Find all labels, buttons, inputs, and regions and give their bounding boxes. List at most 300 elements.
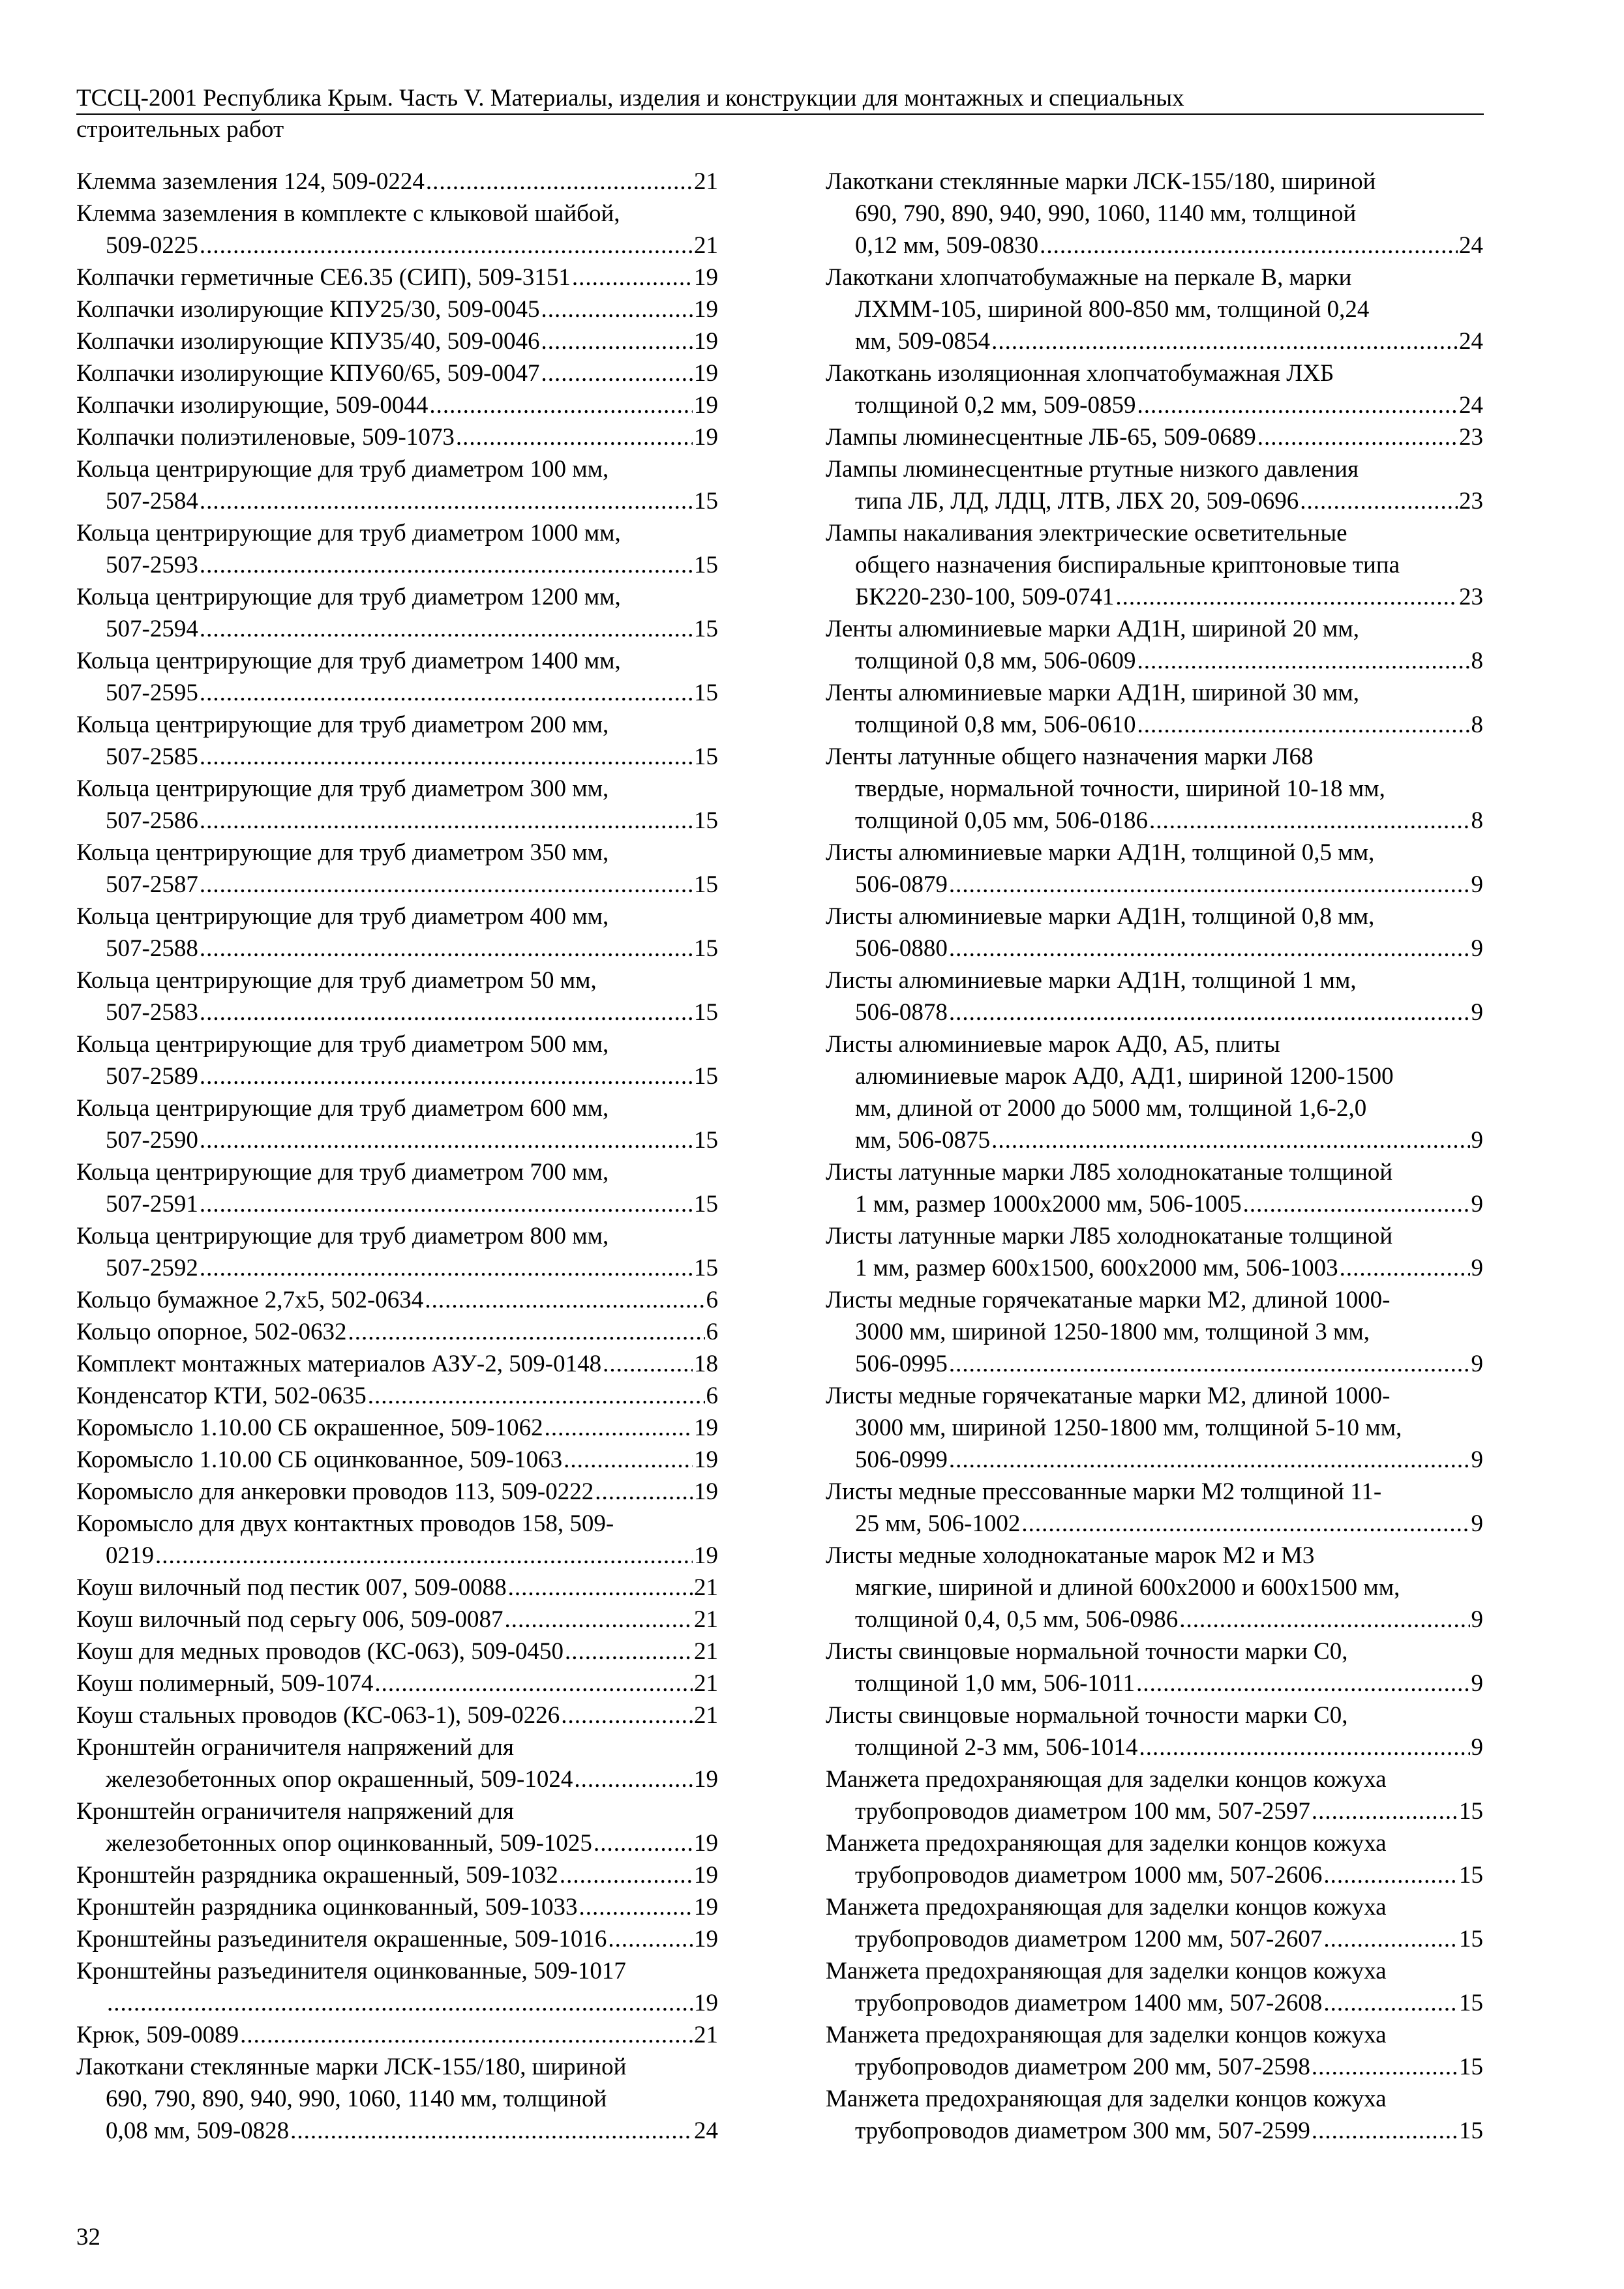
index-entry: [76, 1156, 718, 1220]
dot-leader: [1340, 1252, 1470, 1284]
index-entry: [826, 453, 1483, 517]
index-entry: [76, 1795, 718, 1859]
entry-text: Крюк, 509-0089: [76, 2022, 239, 2048]
dot-leader: [949, 996, 1470, 1028]
index-entry: [76, 1636, 718, 1668]
entry-text: 507-2591: [106, 1191, 198, 1218]
index-entry: [826, 517, 1483, 613]
entry-text: Коромысло 1.10.00 СБ оцинкованное, 509-1063: [76, 1446, 563, 1473]
entry-page-number: 19: [694, 1926, 718, 1952]
dot-leader: [1115, 581, 1458, 613]
entry-text: Кольцо бумажное 2,7х5, 502-0634: [76, 1287, 424, 1313]
entry-text: Кольца центрирующие для труб диаметром 500 мм,: [76, 1031, 609, 1058]
entry-text: Колпачки изолирующие КПУ60/65, 509-0047: [76, 360, 540, 387]
entry-page-number: 15: [694, 935, 718, 962]
index-entry: [76, 517, 718, 581]
entry-text: железобетонных опор оцинкованный, 509-1025: [106, 1830, 592, 1857]
entry-text: 690, 790, 890, 940, 990, 1060, 1140 мм, толщиной: [855, 200, 1357, 227]
entry-text: 507-2586: [106, 807, 198, 834]
dot-leader: [1323, 1923, 1458, 1955]
entry-page-number: 9: [1471, 999, 1483, 1026]
dot-leader: [1139, 1731, 1470, 1763]
dot-leader: [1323, 1859, 1458, 1891]
index-entry: [76, 325, 718, 357]
entry-page-number: 9: [1471, 1127, 1483, 1154]
entry-page-number: 15: [1459, 1990, 1483, 2016]
index-column-right: [826, 166, 1483, 2147]
entry-page-number: 9: [1471, 935, 1483, 962]
dot-leader: [425, 1284, 704, 1316]
entry-text: толщиной 0,8 мм, 506-0610: [855, 711, 1136, 738]
entry-text: толщиной 1,0 мм, 506-1011: [855, 1670, 1135, 1697]
entry-page-number: 9: [1471, 1510, 1483, 1537]
dot-leader: [155, 1540, 693, 1572]
entry-text: трубопроводов диаметром 100 мм, 507-2597: [855, 1798, 1310, 1825]
entry-text: Лампы люминесцентные ЛБ-65, 509-0689: [826, 424, 1256, 451]
entry-text: мягкие, шириной и длиной 600х2000 и 600х1500 мм,: [855, 1574, 1400, 1601]
index-entry: [76, 1412, 718, 1444]
entry-page-number: 19: [694, 1894, 718, 1921]
index-entry: [76, 709, 718, 773]
dot-leader: [564, 1444, 693, 1476]
page-number: 32: [76, 2224, 100, 2251]
entry-page-number: 9: [1471, 1606, 1483, 1633]
index-entry: [826, 1955, 1483, 2019]
entry-text: Лампы накаливания электрические осветительные: [826, 520, 1347, 546]
entry-page-number: 24: [1459, 328, 1483, 355]
entry-text: 3000 мм, шириной 1250-1800 мм, толщиной 5-10 мм,: [855, 1414, 1402, 1441]
entry-text: мм, 506-0875: [855, 1127, 991, 1154]
entry-text: 0219: [106, 1542, 154, 1569]
dot-leader: [541, 325, 693, 357]
entry-text: БК220-230-100, 509-0741: [855, 584, 1115, 610]
entry-text: 506-0999: [855, 1446, 948, 1473]
dot-leader: [595, 1476, 693, 1508]
entry-page-number: 21: [694, 1574, 718, 1601]
dot-leader: [1040, 230, 1458, 262]
entry-text: ЛХММ-105, шириной 800-850 мм, толщиной 0,24: [855, 296, 1370, 323]
entry-text: Листы алюминиевые марок АД0, А5, плиты: [826, 1031, 1280, 1058]
entry-page-number: 9: [1471, 1351, 1483, 1377]
entry-page-number: 23: [1459, 488, 1483, 515]
dot-leader: [1257, 421, 1458, 453]
dot-leader: [594, 1827, 693, 1859]
entry-text: трубопроводов диаметром 1000 мм, 507-2606: [855, 1862, 1323, 1889]
entry-text: мм, 509-0854: [855, 328, 991, 355]
entry-text: Коуш для медных проводов (КС-063), 509-0450: [76, 1638, 564, 1665]
entry-text: 507-2588: [106, 935, 198, 962]
entry-page-number: 21: [694, 232, 718, 259]
entry-page-number: 19: [694, 264, 718, 291]
entry-text: Колпачки изолирующие КПУ25/30, 509-0045: [76, 296, 540, 323]
entry-text: 507-2589: [106, 1063, 198, 1090]
entry-text: Кольца центрирующие для труб диаметром 600 мм,: [76, 1095, 609, 1122]
entry-page-number: 19: [694, 1766, 718, 1793]
entry-text: Ленты алюминиевые марки АД1Н, шириной 20 мм,: [826, 616, 1360, 642]
entry-page-number: 15: [694, 1255, 718, 1281]
dot-leader: [505, 1604, 693, 1636]
index-entry: [76, 166, 718, 198]
entry-text: Листы латунные марки Л85 холоднокатаные толщиной: [826, 1223, 1393, 1249]
entry-page-number: 8: [1471, 711, 1483, 738]
index-entry: [76, 1955, 718, 2019]
index-entry: [76, 1923, 718, 1955]
index-entry: [76, 581, 718, 645]
entry-text: толщиной 0,2 мм, 509-0859: [855, 392, 1136, 419]
entry-text: Кронштейны разъединителя оцинкованные, 509-1017: [76, 1958, 626, 1984]
entry-text: Кронштейн разрядника окрашенный, 509-1032: [76, 1862, 558, 1889]
dot-leader: [374, 1668, 693, 1699]
entry-text: твердые, нормальной точности, шириной 10-18 мм,: [855, 775, 1385, 802]
index-entry: [76, 1668, 718, 1699]
index-entry: [826, 1156, 1483, 1220]
index-entry: [826, 357, 1483, 421]
dot-leader: [991, 1124, 1469, 1156]
entry-text: мм, длиной от 2000 до 5000 мм, толщиной 1,6-2,0: [855, 1095, 1367, 1122]
entry-text: 0,12 мм, 509-0830: [855, 232, 1039, 259]
index-entry: [826, 1636, 1483, 1699]
entry-page-number: 15: [694, 552, 718, 578]
entry-page-number: 21: [694, 1702, 718, 1729]
index-entry: [826, 1827, 1483, 1891]
entry-text: 507-2590: [106, 1127, 198, 1154]
dot-leader: [1179, 1604, 1469, 1636]
entry-page-number: 9: [1471, 1446, 1483, 1473]
dot-leader: [949, 1348, 1470, 1380]
index-entry: [76, 1508, 718, 1572]
index-entry: [76, 1316, 718, 1348]
dot-leader: [545, 1412, 693, 1444]
entry-page-number: 15: [1459, 1862, 1483, 1889]
index-entry: [76, 901, 718, 965]
entry-text: Кольца центрирующие для труб диаметром 1000 мм,: [76, 520, 621, 546]
entry-page-number: 9: [1471, 1734, 1483, 1761]
dot-leader: [200, 996, 693, 1028]
dot-leader: [1137, 709, 1469, 741]
entry-text: Колпачки изолирующие, 509-0044: [76, 392, 429, 419]
entry-text: Коромысло 1.10.00 СБ окрашенное, 509-1062: [76, 1414, 543, 1441]
entry-text: 507-2585: [106, 743, 198, 770]
entry-text: 0,08 мм, 509-0828: [106, 2117, 290, 2144]
entry-text: Кольца центрирующие для труб диаметром 1400 мм,: [76, 648, 621, 674]
entry-text: Манжета предохраняющая для заделки концов кожуха: [826, 1766, 1387, 1793]
index-entry: [826, 741, 1483, 837]
entry-page-number: 19: [694, 1862, 718, 1889]
entry-text: Манжета предохраняющая для заделки концов кожуха: [826, 1894, 1387, 1921]
entry-text: типа ЛБ, ЛД, ЛДЦ, ЛТВ, ЛБХ 20, 509-0696: [855, 488, 1299, 515]
index-entry: [826, 677, 1483, 741]
dot-leader: [200, 1188, 693, 1220]
index-entry: [76, 1284, 718, 1316]
entry-text: толщиной 0,05 мм, 506-0186: [855, 807, 1148, 834]
dot-leader: [579, 1891, 693, 1923]
index-entry: [76, 2051, 718, 2147]
entry-page-number: 15: [1459, 1926, 1483, 1952]
entry-text: 3000 мм, шириной 1250-1800 мм, толщиной 3 мм,: [855, 1319, 1370, 1345]
index-entry: [76, 1380, 718, 1412]
header-title-line1: ТССЦ-2001 Республика Крым. Часть V. Материалы, изделия и конструкции для монтажных и специальных: [76, 85, 1184, 112]
dot-leader: [1021, 1508, 1469, 1540]
entry-text: Кольца центрирующие для труб диаметром 50 мм,: [76, 967, 597, 994]
dot-leader: [200, 741, 693, 773]
index-entry: [826, 613, 1483, 677]
entry-text: Клемма заземления 124, 509-0224: [76, 168, 425, 195]
entry-text: Манжета предохраняющая для заделки концов кожуха: [826, 2022, 1387, 2048]
entry-text: Лакоткань изоляционная хлопчатобумажная ЛХБ: [826, 360, 1334, 387]
dot-leader: [541, 293, 693, 325]
entry-page-number: 21: [694, 2022, 718, 2048]
entry-text: 507-2594: [106, 616, 198, 642]
entry-text: толщиной 0,8 мм, 506-0609: [855, 648, 1136, 674]
dot-leader: [560, 1859, 693, 1891]
entry-text: Колпачки полиэтиленовые, 509-1073: [76, 424, 455, 451]
dot-leader: [1137, 389, 1458, 421]
dot-leader: [348, 1316, 705, 1348]
header-title-line2: строительных работ: [76, 116, 284, 143]
entry-text: 507-2583: [106, 999, 198, 1026]
entry-text: Кронштейны разъединителя окрашенные, 509-1016: [76, 1926, 607, 1952]
entry-text: толщиной 0,4, 0,5 мм, 506-0986: [855, 1606, 1179, 1633]
index-entry: [76, 198, 718, 262]
dot-leader: [200, 1060, 693, 1092]
index-entry: [76, 262, 718, 293]
dot-leader: [1300, 485, 1458, 517]
index-entry: [76, 1348, 718, 1380]
entry-page-number: 21: [694, 168, 718, 195]
entry-page-number: 24: [694, 2117, 718, 2144]
entry-page-number: 19: [694, 328, 718, 355]
entry-page-number: 15: [694, 1127, 718, 1154]
entry-page-number: 19: [694, 1542, 718, 1569]
index-entry: [826, 965, 1483, 1028]
dot-leader: [200, 230, 693, 262]
entry-page-number: 8: [1471, 648, 1483, 674]
entry-page-number: 23: [1459, 424, 1483, 451]
dot-leader: [1137, 645, 1469, 677]
entry-page-number: 19: [694, 360, 718, 387]
entry-text: Кольца центрирующие для труб диаметром 800 мм,: [76, 1223, 609, 1249]
entry-text: Листы алюминиевые марки АД1Н, толщиной 0,5 мм,: [826, 839, 1375, 866]
dot-leader: [240, 2019, 693, 2051]
index-entry: [826, 421, 1483, 453]
entry-page-number: 21: [694, 1606, 718, 1633]
dot-leader: [200, 485, 693, 517]
entry-text: трубопроводов диаметром 1400 мм, 507-2608: [855, 1990, 1323, 2016]
entry-text: Кольцо опорное, 502-0632: [76, 1319, 347, 1345]
entry-page-number: 21: [694, 1670, 718, 1697]
entry-text: 1 мм, размер 1000х2000 мм, 506-1005: [855, 1191, 1242, 1218]
entry-text: Кронштейн разрядника оцинкованный, 509-1033: [76, 1894, 578, 1921]
index-entry: [826, 901, 1483, 965]
entry-page-number: 6: [706, 1287, 718, 1313]
entry-text: Манжета предохраняющая для заделки концов кожуха: [826, 2086, 1387, 2112]
entry-text: Листы медные холоднокатаные марок М2 и М3: [826, 1542, 1315, 1569]
entry-text: Листы медные горячекатаные марки М2, длиной 1000-: [826, 1287, 1391, 1313]
dot-leader: [541, 357, 693, 389]
entry-text: Кольца центрирующие для труб диаметром 350 мм,: [76, 839, 609, 866]
index-entry: [76, 645, 718, 709]
entry-page-number: 15: [694, 807, 718, 834]
entry-page-number: 15: [694, 1063, 718, 1090]
dot-leader: [1323, 1987, 1458, 2019]
index-entry: [826, 2019, 1483, 2083]
dot-leader: [200, 1252, 693, 1284]
entry-text: 506-0880: [855, 935, 948, 962]
entry-page-number: 18: [694, 1351, 718, 1377]
dot-leader: [949, 933, 1470, 965]
entry-text: трубопроводов диаметром 1200 мм, 507-2607: [855, 1926, 1323, 1952]
entry-text: Манжета предохраняющая для заделки концов кожуха: [826, 1958, 1387, 1984]
entry-text: 25 мм, 506-1002: [855, 1510, 1021, 1537]
entry-page-number: 6: [706, 1319, 718, 1345]
entry-text: 506-0995: [855, 1351, 948, 1377]
dot-leader: [456, 421, 693, 453]
entry-text: Листы свинцовые нормальной точности марки С0,: [826, 1702, 1348, 1729]
entry-text: Колпачки изолирующие КПУ35/40, 509-0046: [76, 328, 540, 355]
entry-page-number: 19: [694, 1990, 718, 2016]
entry-text: 690, 790, 890, 940, 990, 1060, 1140 мм, толщиной: [106, 2086, 607, 2112]
entry-page-number: 19: [694, 1478, 718, 1505]
entry-text: 506-0878: [855, 999, 948, 1026]
entry-text: 507-2595: [106, 680, 198, 706]
dot-leader: [991, 325, 1458, 357]
index-entry: [76, 357, 718, 389]
entry-text: Листы алюминиевые марки АД1Н, толщиной 0,8 мм,: [826, 903, 1375, 930]
index-entry: [826, 1891, 1483, 1955]
entry-text: Ленты латунные общего назначения марки Л68: [826, 743, 1314, 770]
entry-page-number: 9: [1471, 1191, 1483, 1218]
index-entry: [76, 1699, 718, 1731]
index-entry: [76, 965, 718, 1028]
index-entry: [826, 166, 1483, 262]
index-entry: [826, 1540, 1483, 1636]
index-entry: [76, 1444, 718, 1476]
entry-page-number: 15: [1459, 2117, 1483, 2144]
dot-leader: [508, 1572, 693, 1604]
entry-text: Конденсатор КТИ, 502-0635: [76, 1383, 367, 1409]
index-entry: [76, 1028, 718, 1092]
entry-text: Ленты алюминиевые марки АД1Н, шириной 30 мм,: [826, 680, 1360, 706]
entry-text: Кольца центрирующие для труб диаметром 1200 мм,: [76, 584, 621, 610]
entry-text: Коуш полимерный, 509-1074: [76, 1670, 374, 1697]
entry-page-number: 15: [694, 743, 718, 770]
index-entry: [826, 1028, 1483, 1156]
dot-leader: [200, 677, 693, 709]
index-entry: [826, 262, 1483, 357]
dot-leader: [200, 613, 693, 645]
entry-text: алюминиевые марок АД0, АД1, шириной 1200-1500: [855, 1063, 1394, 1090]
entry-page-number: 15: [694, 999, 718, 1026]
entry-text: 506-0879: [855, 871, 948, 898]
entry-text: Клемма заземления в комплекте с клыковой шайбой,: [76, 200, 620, 227]
entry-page-number: 15: [694, 680, 718, 706]
entry-text: 507-2593: [106, 552, 198, 578]
entry-page-number: 15: [694, 871, 718, 898]
index-entry: [826, 1763, 1483, 1827]
entry-text: Лакоткани стеклянные марки ЛСК-155/180, шириной: [76, 2054, 627, 2080]
entry-text: Кронштейн ограничителя напряжений для: [76, 1798, 514, 1825]
entry-text: 509-0225: [106, 232, 198, 259]
entry-text: Листы медные прессованные марки М2 толщиной 11-: [826, 1478, 1382, 1505]
entry-text: Лакоткани хлопчатобумажные на перкале В, марки: [826, 264, 1352, 291]
entry-text: Комплект монтажных материалов АЗУ-2, 509-0148: [76, 1351, 602, 1377]
entry-text: Кольца центрирующие для труб диаметром 400 мм,: [76, 903, 609, 930]
entry-page-number: 19: [694, 1414, 718, 1441]
entry-page-number: 6: [706, 1383, 718, 1409]
index-entry: [76, 2019, 718, 2051]
index-entry: [826, 1220, 1483, 1284]
dot-leader: [429, 389, 693, 421]
dot-leader: [1149, 805, 1470, 837]
dot-leader: [426, 166, 693, 198]
entry-page-number: 15: [694, 616, 718, 642]
entry-page-number: 15: [1459, 2054, 1483, 2080]
entry-text: Листы свинцовые нормальной точности марки С0,: [826, 1638, 1348, 1665]
index-entry: [826, 2083, 1483, 2147]
entry-text: 1 мм, размер 600х1500, 600х2000 мм, 506-1003: [855, 1255, 1338, 1281]
entry-text: Лакоткани стеклянные марки ЛСК-155/180, шириной: [826, 168, 1376, 195]
index-entry: [826, 837, 1483, 901]
entry-page-number: 23: [1459, 584, 1483, 610]
entry-page-number: 15: [694, 1191, 718, 1218]
dot-leader: [1312, 1795, 1458, 1827]
entry-text: 507-2587: [106, 871, 198, 898]
dot-leader: [1312, 2115, 1458, 2147]
entry-text: Колпачки герметичные СЕ6.35 (СИП), 509-3151: [76, 264, 571, 291]
entry-text: Коуш стальных проводов (КС-063-1), 509-0226: [76, 1702, 560, 1729]
dot-leader: [200, 869, 693, 901]
dot-leader: [200, 805, 693, 837]
entry-page-number: 19: [694, 1830, 718, 1857]
entry-page-number: 24: [1459, 232, 1483, 259]
entry-text: Кольца центрирующие для труб диаметром 300 мм,: [76, 775, 609, 802]
dot-leader: [200, 1124, 693, 1156]
entry-text: Манжета предохраняющая для заделки концов кожуха: [826, 1830, 1387, 1857]
index-entry: [76, 1891, 718, 1923]
index-entry: [76, 1731, 718, 1795]
entry-page-number: 9: [1471, 1670, 1483, 1697]
entry-page-number: 19: [694, 392, 718, 419]
dot-leader: [608, 1923, 693, 1955]
entry-text: трубопроводов диаметром 300 мм, 507-2599: [855, 2117, 1310, 2144]
index-entry: [76, 389, 718, 421]
index-entry: [826, 1284, 1483, 1380]
dot-leader: [1136, 1668, 1469, 1699]
index-entry: [826, 1476, 1483, 1540]
entry-text: Коромысло для анкеровки проводов 113, 509-0222: [76, 1478, 594, 1505]
entry-text: Коромысло для двух контактных проводов 158, 509-: [76, 1510, 614, 1537]
dot-leader: [949, 1444, 1470, 1476]
dot-leader: [290, 2115, 693, 2147]
dot-leader: [572, 262, 693, 293]
entry-page-number: 19: [694, 424, 718, 451]
entry-page-number: 24: [1459, 392, 1483, 419]
dot-leader: [107, 1987, 693, 2019]
entry-page-number: 15: [1459, 1798, 1483, 1825]
index-entry: [76, 421, 718, 453]
index-entry: [76, 1604, 718, 1636]
entry-text: Листы латунные марки Л85 холоднокатаные толщиной: [826, 1159, 1393, 1186]
page-header: [76, 83, 1484, 145]
entry-text: Кольца центрирующие для труб диаметром 200 мм,: [76, 711, 609, 738]
entry-text: Кронштейн ограничителя напряжений для: [76, 1734, 514, 1761]
dot-leader: [561, 1699, 693, 1731]
index-entry: [76, 1220, 718, 1284]
dot-leader: [1312, 2051, 1458, 2083]
entry-page-number: 19: [694, 1446, 718, 1473]
entry-text: железобетонных опор окрашенный, 509-1024: [106, 1766, 573, 1793]
dot-leader: [1243, 1188, 1470, 1220]
